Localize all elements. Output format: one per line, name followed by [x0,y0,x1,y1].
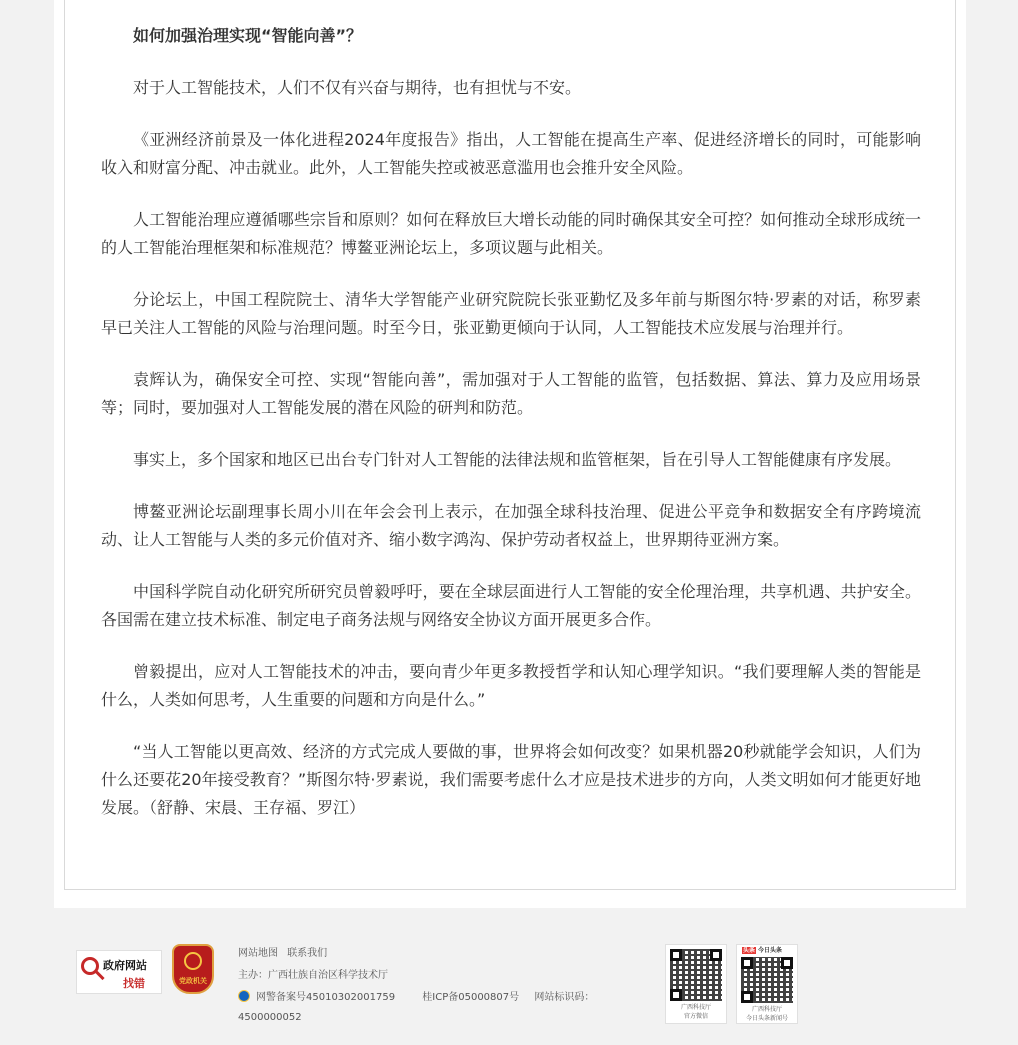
emblem-icon [184,952,202,970]
site-id-value: 4500000052 [238,1012,302,1023]
article-box [64,0,956,890]
paragraph-7: 博鳌亚洲论坛副理事长周小川在年会会刊上表示，在加强全球科技治理、促进公平竞争和数据安全有序跨境流动、让人工智能与人类的多元价值对齐、缩小数字鸿沟、保护劳动者权益上，世界期待亚洲方案。 [101,502,921,549]
wechat-qr-code: 广西科技厅 官方微信 [665,944,727,1024]
paragraph-8: 中国科学院自动化研究所研究员曾毅呼吁，要在全球层面进行人工智能的安全伦理治理，共享机遇、共护安全。各国需在建立技术标准、制定电子商务法规与网络安全协议方面开展更多合作。 [101,582,921,629]
icp-record-link[interactable]: 桂ICP备05000807号 [422,992,520,1003]
police-record-link[interactable]: 网警备案号45010302001759 [256,992,396,1003]
party-gov-organ-badge[interactable]: 党政机关 [172,944,214,994]
paragraph-3: 人工智能治理应遵循哪些宗旨和原则？如何在释放巨大增长动能的同时确保其安全可控？如何推动全球形成统一的人工智能治理框架和标准规范？博鳌亚洲论坛上，多项议题与此相关。 [101,210,921,257]
paragraph-4: 分论坛上，中国工程院院士、清华大学智能产业研究院院长张亚勤忆及多年前与斯图尔特·罗素的对话，称罗素早已关注人工智能的风险与治理问题。时至今日，张亚勤更倾向于认同，人工智能技术应发展与治理并行。 [101,290,921,337]
toutiao-badge: 头条 今日头条 [743,947,783,954]
site-id-label: 网站标识码： [534,992,595,1003]
sitemap-link[interactable]: 网站地图 [238,948,278,959]
paragraph-9: 曾毅提出，应对人工智能技术的冲击，要向青少年更多教授哲学和认知心理学知识。“我们要理解人类的智能是什么，人类如何思考，人生重要的问题和方向是什么。” [101,662,921,709]
contact-us-link[interactable]: 联系我们 [287,948,328,959]
paragraph-1: 对于人工智能技术，人们不仅有兴奋与期待，也有担忧与不安。 [133,78,582,97]
article-body [101,22,921,846]
site-footer [0,908,1018,1045]
footer-links [238,944,333,959]
toutiao-qr-code: 广西科技厅 今日头条新闻号 [736,944,798,1024]
footer-sponsor: 主办：广西壮族自治区科学技术厅 [238,970,388,981]
gov-site-error-report-badge[interactable]: 政府网站 找错 [76,950,162,994]
article-section-heading: 如何加强治理实现“智能向善”？ [133,26,363,45]
paragraph-2: 《亚洲经济前景及一体化进程2024年度报告》指出，人工智能在提高生产率、促进经济增长的同时，可能影响收入和财富分配、冲击就业。此外，人工智能失控或被恶意滥用也会推升安全风险。 [101,130,921,177]
paragraph-6: 事实上，多个国家和地区已出台专门针对人工智能的法律法规和监管框架，旨在引导人工智能健康有序发展。 [133,450,902,469]
paragraph-5: 袁辉认为，确保安全可控、实现“智能向善”，需加强对于人工智能的监管，包括数据、算法、算力及应用场景等；同时，要加强对人工智能发展的潜在风险的研判和防范。 [101,370,921,417]
footer-record-line [238,988,600,1003]
paragraph-10: “当人工智能以更高效、经济的方式完成人要做的事，世界将会如何改变？如果机器20秒就能学会知识，人们为什么还要花20年接受教育？”斯图尔特·罗素说，我们需要考虑什么才应是技术进步的方向，人类文明如何才能更好地发展。（舒静、宋晨、王存福、罗江） [101,742,921,817]
police-badge-icon [238,990,250,1002]
